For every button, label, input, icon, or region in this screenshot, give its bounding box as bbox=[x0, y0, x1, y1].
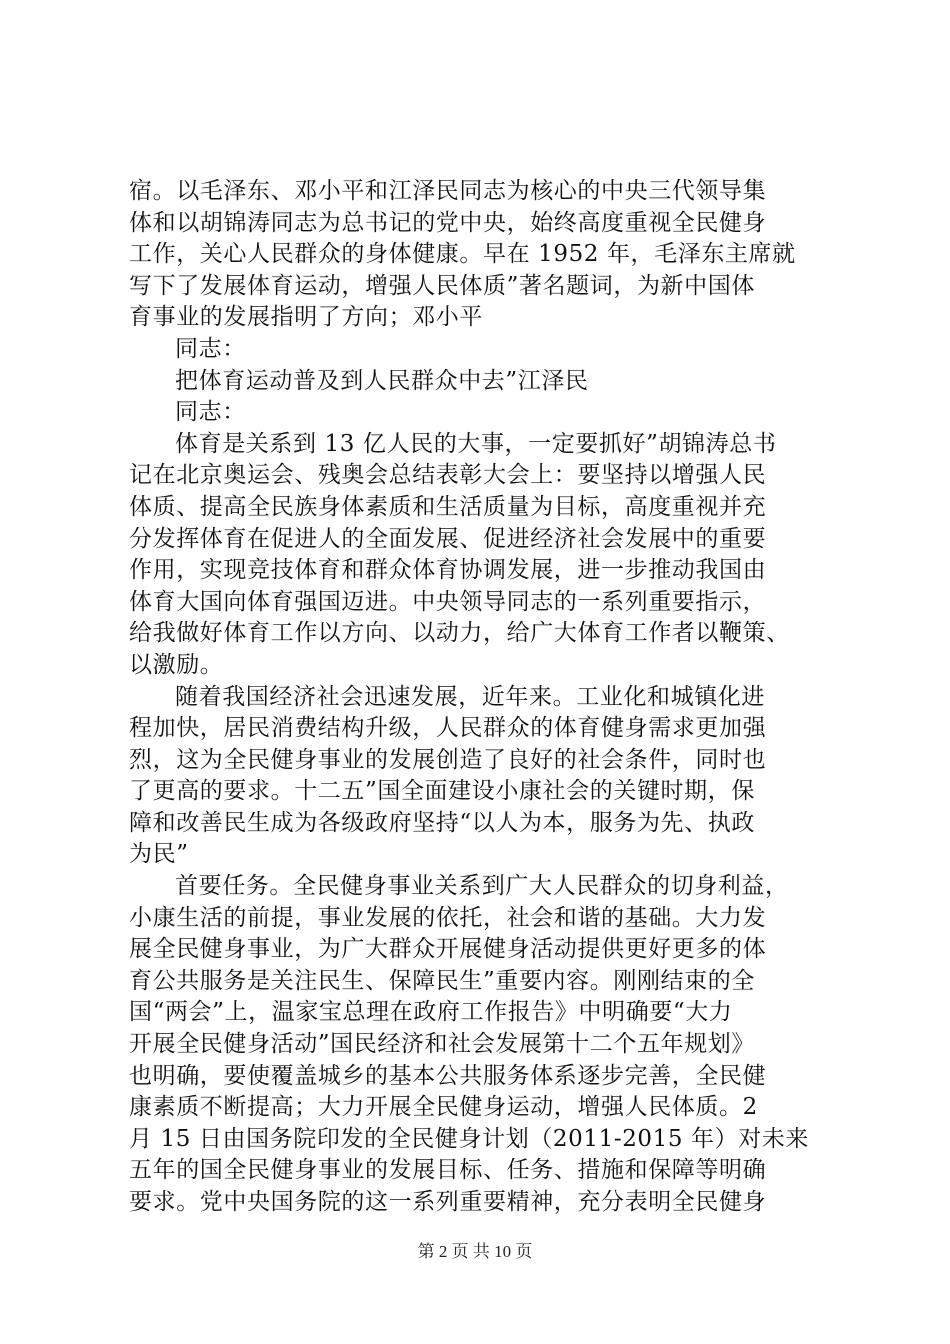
text-line: 烈，这为全民健身事业的发展创造了良好的社会条件，同时也 bbox=[129, 746, 767, 773]
text-line: 也明确，要使覆盖城乡的基本公共服务体系逐步完善，全民健 bbox=[129, 1062, 767, 1089]
text-line: 写下了发展体育运动，增强人民体质”著名题词，为新中国体 bbox=[129, 272, 755, 299]
text-line: 育公共服务是关注民生、保障民生”重要内容。刚刚结束的全 bbox=[129, 967, 755, 994]
text-line: 作用，实现竞技体育和群众体育协调发展，进一步推动我国由 bbox=[129, 557, 767, 584]
page-footer: 第 2 页 共 10 页 bbox=[417, 1242, 533, 1261]
text-line: 体育是关系到 13 亿人民的大事，一定要抓好”胡锦涛总书 bbox=[175, 430, 777, 457]
text-line: 开展全民健身活动”国民经济和社会发展第十二个五年规划》 bbox=[129, 1031, 755, 1058]
text-line: 国“两会”上，温家宝总理在政府工作报告》中明确要“大力 bbox=[129, 999, 733, 1026]
text-line: 月 15 日由国务院印发的全民健身计划（2011-2015 年）对未来 bbox=[129, 1125, 810, 1152]
text-line: 要求。党中央国务院的这一系列重要精神，充分表明全民健身 bbox=[129, 1189, 767, 1215]
text-line: 育事业的发展指明了方向；邓小平 bbox=[129, 304, 483, 331]
text-line: 工作，关心人民群众的身体健康。早在 1952 年，毛泽东主席就 bbox=[129, 241, 796, 268]
text-line: 体和以胡锦涛同志为总书记的党中央，始终高度重视全民健身 bbox=[129, 209, 767, 236]
text-line: 体育大国向体育强国迈进。中央领导同志的一系列重要指示， bbox=[129, 588, 767, 615]
document-body bbox=[129, 176, 829, 1219]
text-line: 程加快，居民消费结构升级，人民群众的体育健身需求更加强 bbox=[129, 715, 767, 742]
text-line: 同志： bbox=[175, 335, 246, 362]
text-line: 体质、提高全民族身体素质和生活质量为目标，高度重视并充 bbox=[129, 493, 767, 520]
text-line: 小康生活的前提，事业发展的依托，社会和谐的基础。大力发 bbox=[129, 904, 767, 931]
text-line: 展全民健身事业，为广大群众开展健身活动提供更好更多的体 bbox=[129, 936, 767, 963]
text-line: 分发挥体育在促进人的全面发展、促进经济社会发展中的重要 bbox=[129, 525, 767, 552]
text-line: 了更高的要求。十二五”国全面建设小康社会的关键时期，保 bbox=[129, 778, 755, 805]
text-line: 记在北京奥运会、残奥会总结表彰大会上：要坚持以增强人民 bbox=[129, 462, 767, 489]
text-line: 随着我国经济社会迅速发展，近年来。工业化和城镇化进 bbox=[175, 683, 765, 710]
text-line: 给我做好体育工作以方向、以动力，给广大体育工作者以鞭策、 bbox=[129, 620, 790, 647]
text-line: 以激励。 bbox=[129, 651, 224, 678]
text-line: 首要任务。全民健身事业关系到广大人民群众的切身利益， bbox=[175, 873, 789, 900]
text-line: 把体育运动普及到人民群众中去”江泽民 bbox=[175, 367, 589, 394]
text-line: 五年的国全民健身事业的发展目标、任务、措施和保障等明确 bbox=[129, 1157, 767, 1184]
text-line: 宿。以毛泽东、邓小平和江泽民同志为核心的中央三代领导集 bbox=[129, 178, 767, 204]
text-line: 康素质不断提高；大力开展全民健身运动，增强人民体质。2 bbox=[129, 1094, 758, 1121]
text-line: 同志： bbox=[175, 399, 246, 426]
text-line: 障和改善民生成为各级政府坚持“以人为本，服务为先、执政 bbox=[129, 809, 755, 836]
text-line: 为民” bbox=[129, 841, 189, 868]
